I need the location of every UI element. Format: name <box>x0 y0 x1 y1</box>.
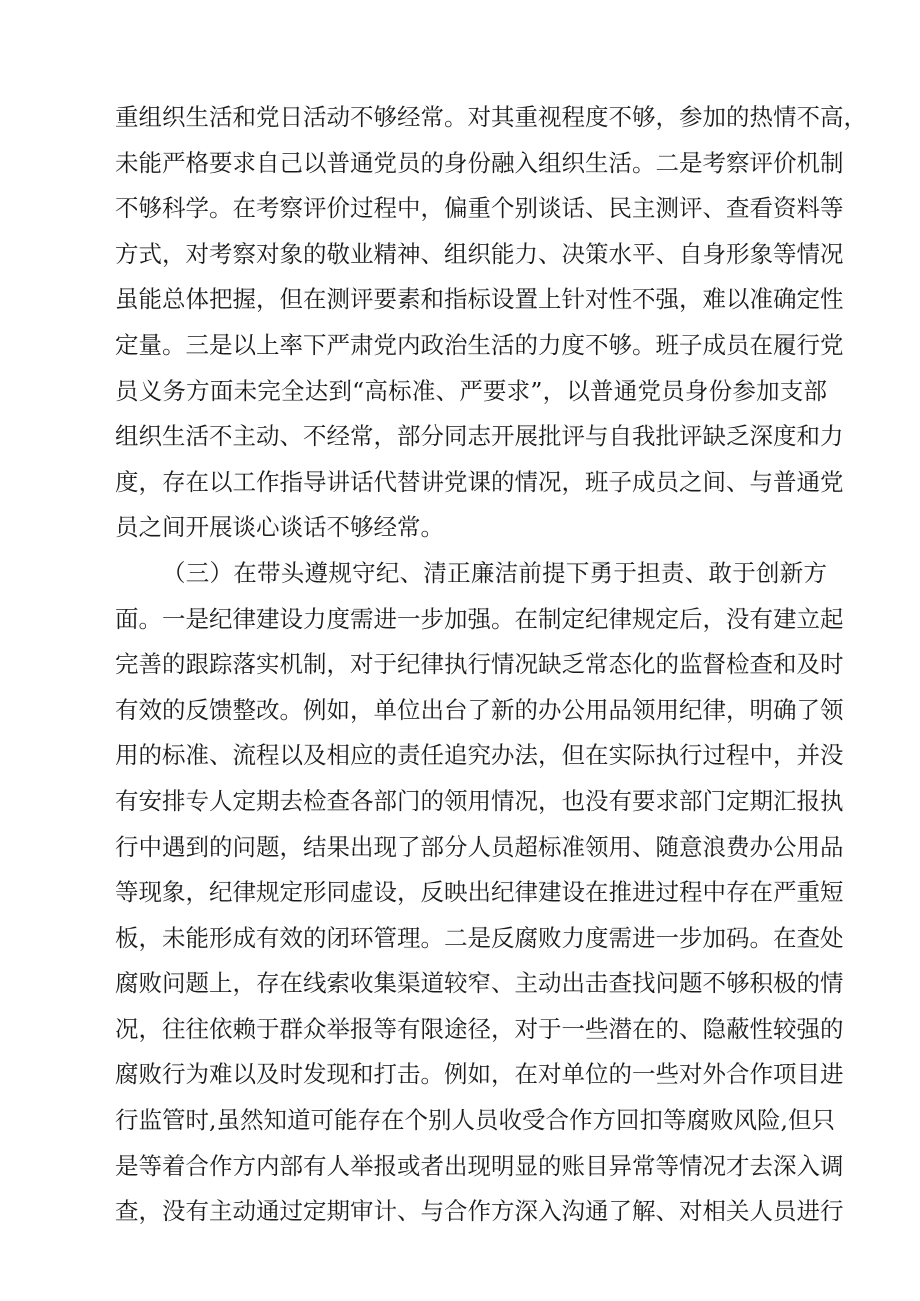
text-line: 度，存在以工作指导讲话代替讲党课的情况，班子成员之间、与普通党 <box>115 467 844 496</box>
text-line: 查，没有主动通过定期审计、与合作方深入沟通了解、对相关人员进行 <box>115 1197 844 1226</box>
body-text <box>115 95 867 1235</box>
text-line: 行监管时,虽然知道可能存在个别人员收受合作方回扣等腐败风险,但只 <box>115 1106 835 1135</box>
text-line: 员义务方面未完全达到“高标准、严要求”，以普通党员身份参加支部 <box>115 376 827 405</box>
text-line: 方式，对考察对象的敬业精神、组织能力、决策水平、自身形象等情况 <box>115 239 844 268</box>
text-line: 定量。三是以上率下严肃党内政治生活的力度不够。班子成员在履行党 <box>115 330 844 359</box>
text-line: 组织生活不主动、不经常，部分同志开展批评与自我批评缺乏深度和力 <box>115 422 844 451</box>
text-line: 虽能总体把握，但在测评要素和指标设置上针对性不强，难以准确定性 <box>115 285 844 314</box>
text-line: 腐败问题上，存在线索收集渠道较窄、主动出击查找问题不够积极的情 <box>115 969 844 998</box>
text-line: 重组织生活和党日活动不够经常。对其重视程度不够，参加的热情不高， <box>115 103 867 131</box>
text-line: 未能严格要求自己以普通党员的身份融入组织生活。二是考察评价机制 <box>115 148 844 177</box>
text-line: 腐败行为难以及时发现和打击。例如，在对单位的一些对外合作项目进 <box>115 1060 844 1089</box>
text-line: 况，往往依赖于群众举报等有限途径，对于一些潜在的、隐蔽性较强的 <box>115 1014 844 1043</box>
text-line: 用的标准、流程以及相应的责任追究办法，但在实际执行过程中，并没 <box>115 741 844 770</box>
paragraph-end-line: 员之间开展谈心谈话不够经常。 <box>115 513 444 542</box>
text-line: 有安排专人定期去检查各部门的领用情况，也没有要求部门定期汇报执 <box>115 786 844 815</box>
text-line: 完善的跟踪落实机制，对于纪律执行情况缺乏常态化的监督检查和及时 <box>115 650 844 679</box>
section-heading-line: （三）在带头遵规守纪、清正廉洁前提下勇于担责、敢于创新方 <box>162 558 827 587</box>
text-line: 板，未能形成有效的闭环管理。二是反腐败力度需进一步加码。在查处 <box>115 923 844 952</box>
text-line: 不够科学。在考察评价过程中，偏重个别谈话、民主测评、查看资料等 <box>115 194 844 223</box>
text-line: 是等着合作方内部有人举报或者出现明显的账目异常等情况才去深入调 <box>115 1151 844 1180</box>
text-line: 有效的反馈整改。例如，单位出台了新的办公用品领用纪律，明确了领 <box>115 695 844 724</box>
text-line: 行中遇到的问题，结果出现了部分人员超标准领用、随意浪费办公用品 <box>115 832 844 861</box>
text-line: 等现象，纪律规定形同虚设，反映出纪律建设在推进过程中存在严重短 <box>115 878 844 907</box>
text-line: 面。一是纪律建设力度需进一步加强。在制定纪律规定后，没有建立起 <box>115 604 844 633</box>
